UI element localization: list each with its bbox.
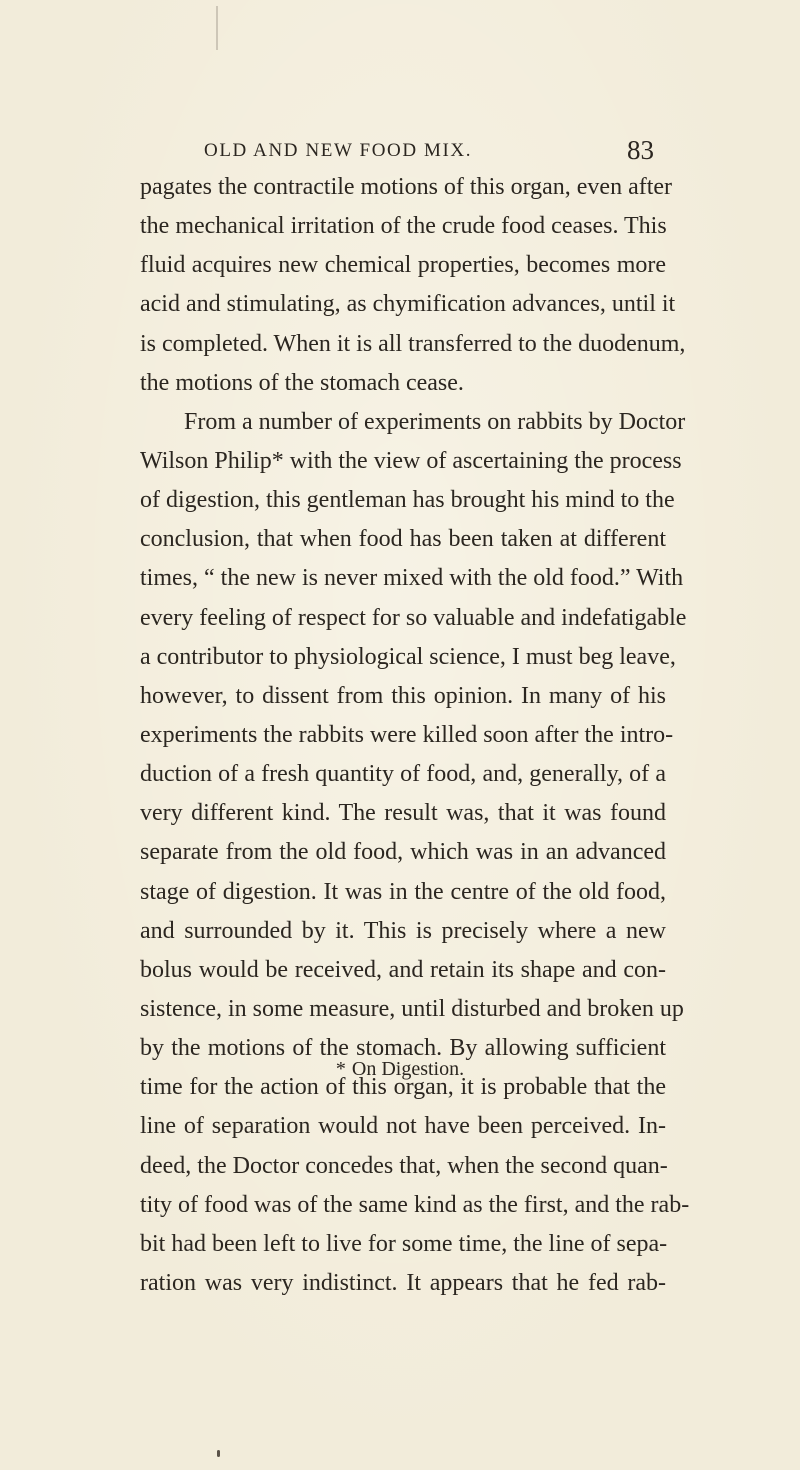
text-line: however, to dissent from this opinion. In many of his	[140, 682, 666, 709]
footnote	[0, 1058, 800, 1081]
text-line: From a number of experiments on rabbits by Doctor	[184, 408, 686, 435]
text-line: is completed. When it is all transferred to the duodenum,	[140, 330, 686, 357]
text-line: ration was very indistinct. It appears that he fed rab-	[140, 1269, 666, 1296]
text-line: the motions of the stomach cease.	[140, 369, 464, 396]
text-line: fluid acquires new chemical properties, becomes more	[140, 252, 666, 279]
text-line: line of separation would not have been perceived. In-	[140, 1113, 666, 1140]
text-line: sistence, in some measure, until disturbed and broken up	[140, 995, 684, 1022]
text-line: the mechanical irritation of the crude food ceases. This	[140, 213, 667, 240]
text-line: of digestion, this gentleman has brought his mind to the	[140, 487, 675, 514]
text-line: time for the action of this organ, it is probable that the	[140, 1074, 666, 1101]
text-line: bit had been left to live for some time, the line of sepa-	[140, 1230, 668, 1257]
footnote-text: On Digestion.	[351, 1058, 465, 1080]
text-line: pagates the contractile motions of this organ, even after	[140, 174, 673, 200]
text-line: experiments the rabbits were killed soon after the intro-	[140, 721, 674, 748]
text-line: bolus would be received, and retain its shape and con-	[140, 956, 666, 983]
footnote-marker: *	[335, 1058, 346, 1080]
text-line: separate from the old food, which was in an advanced	[140, 839, 666, 866]
body-text	[140, 168, 690, 1303]
text-line: stage of digestion. It was in the centre of the old food,	[140, 878, 666, 905]
text-line: times, “ the new is never mixed with the old food.” With	[140, 565, 684, 592]
page-speck	[217, 1450, 220, 1457]
text-line: every feeling of respect for so valuable and indefatigable	[140, 604, 687, 631]
text-line: tity of food was of the same kind as the first, and the rab-	[140, 1191, 690, 1218]
text-line: by the motions of the stomach. By allowing sufficient	[140, 1035, 666, 1062]
running-title: OLD AND NEW FOOD MIX.	[204, 140, 473, 161]
text-line: duction of a fresh quantity of food, and, generally, of a	[140, 761, 666, 788]
text-line: acid and stimulating, as chymification advances, until it	[140, 291, 676, 318]
text-line: deed, the Doctor concedes that, when the second quan-	[140, 1152, 668, 1179]
page-number: 83	[627, 135, 654, 165]
running-head	[204, 135, 654, 166]
text-line: and surrounded by it. This is precisely where a new	[140, 917, 666, 944]
text-line: conclusion, that when food has been taken at different	[140, 526, 666, 553]
text-line: Wilson Philip* with the view of ascertaining the process	[140, 447, 682, 474]
page-mark	[216, 6, 218, 50]
text-line: a contributor to physiological science, I must beg leave,	[140, 643, 676, 670]
text-line: very different kind. The result was, that it was found	[140, 800, 666, 827]
